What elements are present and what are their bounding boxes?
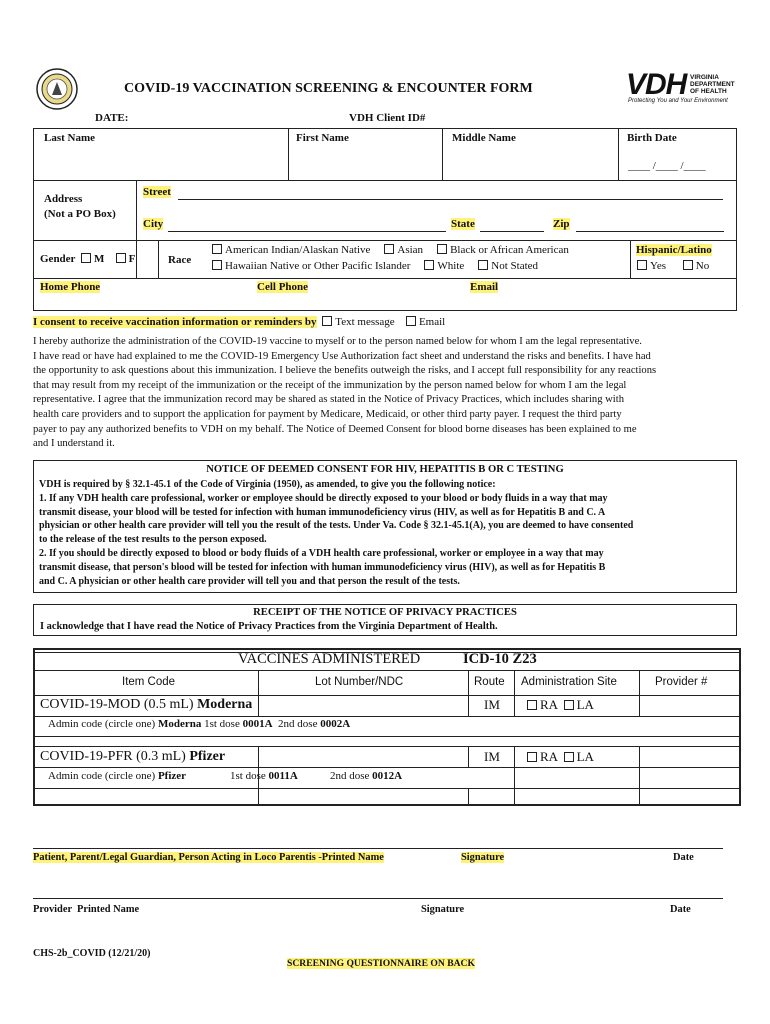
vdh-logo-tagline: Protecting You and Your Environment	[628, 98, 728, 104]
race-label: Race	[168, 254, 192, 266]
hispanic-yes-checkbox[interactable]	[637, 260, 647, 270]
moderna-la-label: LA	[576, 697, 594, 712]
race-white-checkbox[interactable]	[424, 260, 434, 270]
vdh-logo-text: VDH	[626, 68, 687, 101]
provider-signature-line[interactable]	[33, 898, 723, 899]
moderna-dose1-code[interactable]: 0001A	[242, 718, 273, 730]
race-black-checkbox[interactable]	[437, 244, 447, 254]
moderna-admin-code	[48, 718, 350, 730]
pfizer-name: COVID-19-PFR (0.3 mL)	[40, 749, 190, 764]
moderna-item	[40, 697, 252, 713]
state-label: State	[451, 218, 475, 230]
pfizer-dose1-code[interactable]: 0011A	[268, 770, 298, 782]
icd-code: ICD-10 Z23	[463, 651, 537, 667]
pfizer-la-checkbox[interactable]	[564, 752, 574, 762]
moderna-dose2-label: 2nd dose	[272, 718, 321, 730]
patient-signature-line[interactable]	[33, 848, 723, 849]
hispanic-no-checkbox[interactable]	[683, 260, 693, 270]
zip-field[interactable]	[576, 218, 724, 232]
pfizer-admin-prefix: Admin code (circle one)	[48, 770, 158, 782]
consent-email-checkbox[interactable]	[406, 316, 416, 326]
race-not-stated-label: Not Stated	[491, 260, 539, 272]
deemed-line: transmit disease, your blood will be tested for infection with human immunodeficiency virus (HIV, as well as for Hepatitis B and C. A	[39, 506, 606, 518]
moderna-admin-prefix: Admin code (circle one)	[48, 718, 158, 730]
state-field[interactable]	[480, 218, 544, 232]
address-note: (Not a PO Box)	[44, 208, 116, 220]
pfizer-dose2-code[interactable]: 0012A	[372, 770, 403, 782]
pfizer-dose2	[330, 770, 402, 782]
auth-line: representative. I agree that the immunization record may be shared as stated in the Notice of Privacy Practices, which includes sharing with	[33, 394, 624, 406]
consent-text-checkbox[interactable]	[322, 316, 332, 326]
city-label: City	[143, 218, 164, 230]
consent-question: I consent to receive vaccination information or reminders by	[33, 316, 317, 328]
patient-signature-label: Signature	[461, 852, 505, 863]
col-route: Route	[474, 676, 505, 688]
auth-line: I hereby authorize the administration of the COVID-19 vaccine to myself or to the person named below for whom I am the legal representative.	[33, 336, 642, 347]
auth-line: the opportunity to ask questions about this immunization. I believe the benefits outweigh the risks, and I accept full responsibility for any reactions	[33, 365, 657, 377]
col-item-code: Item Code	[122, 676, 176, 688]
home-phone-label[interactable]: Home Phone	[40, 281, 101, 293]
patient-printed-name-label: Patient, Parent/Legal Guardian, Person Acting in Loco Parentis -Printed Name	[33, 852, 384, 863]
race-aian-label: American Indian/Alaskan Native	[225, 244, 371, 256]
moderna-dose1-label: 1st dose	[201, 718, 243, 730]
deemed-line: 1. If any VDH health care professional, worker or employee should be directly exposed to your blood or body fluids in a way that may	[39, 492, 608, 504]
vdh-logo	[626, 68, 738, 108]
privacy-title: RECEIPT OF THE NOTICE OF PRIVACY PRACTICES	[253, 607, 517, 618]
gender-m-label: M	[94, 253, 105, 265]
provider-printed-name-label: Provider Printed Name	[33, 904, 140, 915]
street-field[interactable]	[178, 186, 723, 200]
hispanic-yes-label: Yes	[650, 260, 667, 272]
moderna-ra-checkbox[interactable]	[527, 700, 537, 710]
moderna-brand: Moderna	[197, 697, 253, 712]
race-asian-checkbox[interactable]	[384, 244, 394, 254]
moderna-ra-label: RA	[540, 697, 558, 712]
pfizer-dose2-label: 2nd dose	[330, 770, 373, 782]
zip-label: Zip	[553, 218, 570, 230]
auth-line: I have read or have had explained to me the COVID-19 Emergency Use Authorization fact sheet and understand the risks and benefits. I have had	[33, 350, 651, 362]
gender-f-checkbox[interactable]	[116, 253, 126, 263]
pfizer-ra-checkbox[interactable]	[527, 752, 537, 762]
deemed-line: transmit disease, that person's blood will be tested for infection with human immunodeficiency virus (HIV), as well as for Hepatitis B	[39, 561, 606, 573]
first-name-label[interactable]: First Name	[296, 132, 349, 144]
race-not-stated-checkbox[interactable]	[478, 260, 488, 270]
date-label: DATE:	[95, 112, 129, 124]
moderna-site	[524, 697, 594, 713]
gender-label: Gender	[40, 253, 76, 265]
pfizer-ra-label: RA	[540, 749, 558, 764]
privacy-text: I acknowledge that I have read the Notice of Privacy Practices from the Virginia Department of Health.	[40, 621, 498, 632]
deemed-line: VDH is required by § 32.1-45.1 of the Code of Virginia (1950), as amended, to give you the following notice:	[39, 479, 496, 490]
race-row-2	[212, 260, 538, 272]
race-asian-label: Asian	[397, 244, 424, 256]
birth-date-field[interactable]: ____ /____ /____	[628, 160, 706, 172]
auth-line: health care providers and to support the application for payment by Medicare, Medicaid, or other third party payer. I request the third party	[33, 408, 622, 420]
pfizer-item	[40, 749, 225, 765]
deemed-line: 2. If you should be directly exposed to blood or body fluids of a VDH health care professional, worker or employee in a way that may	[39, 547, 604, 559]
birth-date-label[interactable]: Birth Date	[627, 132, 677, 144]
race-hawaiian-checkbox[interactable]	[212, 260, 222, 270]
hispanic-options	[637, 260, 709, 272]
address-label: Address	[44, 193, 83, 205]
col-admin-site: Administration Site	[521, 676, 617, 688]
form-id: CHS-2b_COVID (12/21/20)	[33, 948, 151, 959]
email-label[interactable]: Email	[470, 281, 499, 293]
moderna-name: COVID-19-MOD (0.5 mL)	[40, 697, 198, 712]
back-note: SCREENING QUESTIONNAIRE ON BACK	[287, 958, 475, 969]
deemed-consent-text	[39, 478, 633, 588]
pfizer-admin-brand: Pfizer	[157, 770, 187, 782]
last-name-label[interactable]: Last Name	[44, 132, 96, 144]
auth-line: and I understand it.	[33, 438, 115, 450]
authorization-paragraph	[33, 335, 743, 452]
auth-line: that may result from my receipt of the immunization or the receipt of the immunization by the person named below for whom I am the legal	[33, 379, 627, 391]
consent-email-label: Email	[418, 316, 446, 328]
pfizer-dose1	[230, 770, 298, 782]
moderna-dose2-code[interactable]: 0002A	[320, 718, 351, 730]
moderna-admin-brand: Moderna	[157, 718, 202, 730]
pfizer-dose1-label: 1st dose	[230, 770, 269, 782]
cell-phone-label[interactable]: Cell Phone	[257, 281, 309, 293]
patient-date-label: Date	[673, 852, 694, 863]
gender-f-label: F	[128, 253, 136, 265]
pfizer-admin-code	[48, 770, 186, 782]
street-label: Street	[143, 186, 171, 198]
race-black-label: Black or African American	[450, 244, 569, 256]
client-id-label: VDH Client ID#	[349, 112, 426, 124]
race-white-label: White	[437, 260, 465, 272]
form-title: COVID-19 VACCINATION SCREENING & ENCOUNTER FORM	[124, 81, 533, 96]
hispanic-label: Hispanic/Latino	[636, 244, 712, 256]
gender-row	[40, 253, 135, 265]
pfizer-route: IM	[484, 749, 500, 764]
moderna-la-checkbox[interactable]	[564, 700, 574, 710]
auth-line: payer to pay any authorized benefits to VDH on my behalf. The Notice of Deemed Consent for blood borne diseases has been explained to me	[33, 423, 637, 435]
moderna-route: IM	[484, 697, 500, 712]
city-field[interactable]	[168, 218, 446, 232]
deemed-line: to the release of the test results to the person exposed.	[39, 534, 267, 546]
pfizer-site	[524, 749, 594, 765]
vaccines-title: VACCINES ADMINISTERED	[238, 651, 421, 667]
gender-m-checkbox[interactable]	[81, 253, 91, 263]
deemed-line: physician or other health care provider will tell you the result of the tests. Under Va. Code § 32.1-45.1(A), you are deemed to have consented	[39, 520, 634, 532]
deemed-line: and C. A physician or other health care provider will tell you and that person the result of the tests.	[39, 575, 460, 587]
consent-text-label: Text message	[335, 316, 395, 328]
consent-reminders	[33, 316, 445, 328]
virginia-seal-logo	[36, 68, 78, 110]
deemed-consent-title: NOTICE OF DEEMED CONSENT FOR HIV, HEPATITIS B OR C TESTING	[206, 464, 564, 475]
col-lot-number: Lot Number/NDC	[315, 676, 404, 688]
pfizer-brand: Pfizer	[189, 749, 226, 764]
provider-signature-label: Signature	[421, 904, 465, 915]
race-aian-checkbox[interactable]	[212, 244, 222, 254]
provider-date-label: Date	[670, 904, 691, 915]
col-provider: Provider #	[655, 676, 708, 688]
race-row-1	[212, 244, 569, 256]
pfizer-la-label: LA	[576, 749, 594, 764]
middle-name-label[interactable]: Middle Name	[452, 132, 516, 144]
race-hawaiian-label: Hawaiian Native or Other Pacific Islander	[225, 260, 411, 272]
vdh-logo-sub: VIRGINIA DEPARTMENT OF HEALTH	[690, 74, 735, 95]
hispanic-no-label: No	[695, 260, 710, 272]
